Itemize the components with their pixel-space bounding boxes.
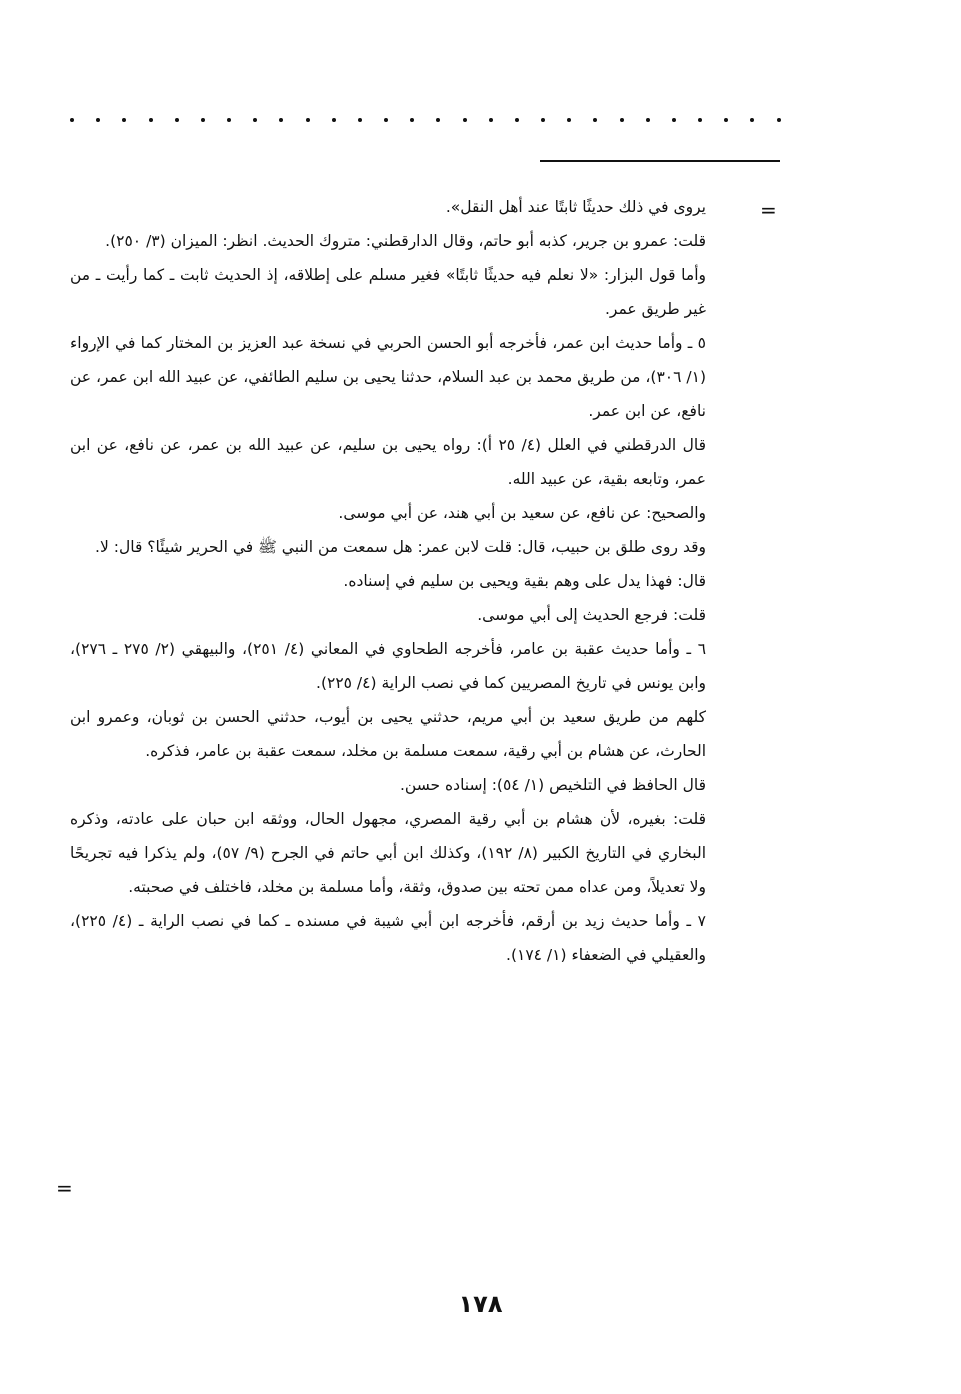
separator-dot (463, 118, 467, 122)
separator-dot (175, 118, 179, 122)
separator-dot (332, 118, 336, 122)
footnote-paragraph: والصحيح: عن نافع، عن سعيد بن أبي هند، عن أبي موسى. (338, 504, 706, 522)
footnote-paragraph: وقد روى طلق بن حبيب، قال: قلت لابن عمر: هل سمعت من النبي ﷺ في الحرير شيئًا؟ قال: لا. (95, 538, 706, 556)
separator-dot (567, 118, 571, 122)
footnotes-block (70, 190, 706, 972)
separator-dot (436, 118, 440, 122)
separator-dot (149, 118, 153, 122)
separator-dot (122, 118, 126, 122)
continuation-mark-bottom: = (56, 1176, 73, 1200)
footnote-paragraph: قلت: عمرو بن جرير، كذبه أبو حاتم، وقال الدارقطني: متروك الحديث. انظر: الميزان (٣/ ٢٥٠). (105, 232, 706, 250)
separator-dot (646, 118, 650, 122)
footnote-paragraph: قلت: فرجع الحديث إلى أبي موسى. (477, 606, 706, 624)
separator-dot (750, 118, 754, 122)
footnote-paragraph: قال: فهذا يدل على وهم بقية ويحيى بن سليم في إسناده. (343, 572, 706, 590)
separator-dot (96, 118, 100, 122)
separator-dot (489, 118, 493, 122)
footnote-paragraph: كلهم من طريق سعيد بن أبي مريم، حدثني يحيى بن أيوب، حدثني الحسن بن ثوبان، وعمرو ابن الحارث، عن هشام بن أبي رقية، سمعت مسلمة بن مخلد، سمعت عقبة بن عامر، فذكره. (70, 708, 706, 760)
separator-dot (410, 118, 414, 122)
separator-dot (724, 118, 728, 122)
separator-dot (227, 118, 231, 122)
separator-dot (358, 118, 362, 122)
footnote-paragraph: قلت: بغيره، لأن هشام بن أبي رقية المصري، مجهول الحال، ووثقه ابن حبان على عادته، وذكره البخاري في التاريخ الكبير (٨/ ١٩٢)، وكذلك ابن أبي حاتم في الجرح (٩/ ٥٧)، ولم يذكرا فيه تجريحًا ولا تعديلاً، ومن عداه ممن تحته بين صدوق، وثقة، وأما مسلمة بن مخلد، فاختلف في صحبته. (70, 810, 707, 896)
separator-dot (541, 118, 545, 122)
separator-dot (698, 118, 702, 122)
separator-dot (384, 118, 388, 122)
footnote-paragraph: يروى في ذلك حديثًا ثابتًا عند أهل النقل». (445, 198, 706, 216)
footnote-paragraph: قال الدرقطني في العلل (٤/ ٢٥ أ): رواه يحيى بن سليم، عن عبيد الله بن عمر، عن نافع، عن ابن عمر، وتابعه بقية، عن عبيد الله. (70, 436, 706, 488)
separator-dot (279, 118, 283, 122)
separator-dot (253, 118, 257, 122)
page-number: ١٧٨ (458, 1290, 503, 1318)
separator-dots (70, 112, 781, 128)
separator-dot (620, 118, 624, 122)
separator-dot (593, 118, 597, 122)
footnote-paragraph: ٧ ـ وأما حديث زيد بن أرقم، فأخرجه ابن أبي شيبة في مسنده ـ كما في نصب الراية ـ (٤/ ٢٢٥)، والعقيلي في الضعفاء (١/ ١٧٤). (70, 912, 706, 964)
separator-dot (70, 118, 74, 122)
separator-dot (777, 118, 781, 122)
footnote-paragraph: وأما قول البزار: «لا نعلم فيه حديثًا ثابتًا» فغير مسلم على إطلاقه، إذ الحديث ثابت ـ كما رأيت ـ من غير طريق عمر. (70, 266, 706, 318)
footnote-paragraph: ٦ ـ وأما حديث عقبة بن عامر، فأخرجه الطحاوي في المعاني (٤/ ٢٥١)، والبيهقي (٢/ ٢٧٥ ـ ٢٧٦)، وابن يونس في تاريخ المصريين كما في نصب الراية (٤/ ٢٢٥). (70, 640, 707, 692)
footnote-paragraph: قال الحافظ في التلخيص (١/ ٥٤): إسناده حسن. (400, 776, 706, 794)
continuation-mark-top: = (760, 198, 777, 222)
separator-dot (515, 118, 519, 122)
separator-dot (306, 118, 310, 122)
separator-dot (201, 118, 205, 122)
separator-dot (672, 118, 676, 122)
footnote-paragraph: ٥ ـ وأما حديث ابن عمر، فأخرجه أبو الحسن الحربي في نسخة عبد العزيز بن المختار كما في الإرواء (١/ ٣٠٦)، من طريق محمد بن عبد السلام، حدثنا يحيى بن سليم الطائفي، عن عبيد الله ابن عمر، عن نافع، عن ابن عمر. (70, 334, 706, 420)
footnote-rule (540, 160, 780, 162)
